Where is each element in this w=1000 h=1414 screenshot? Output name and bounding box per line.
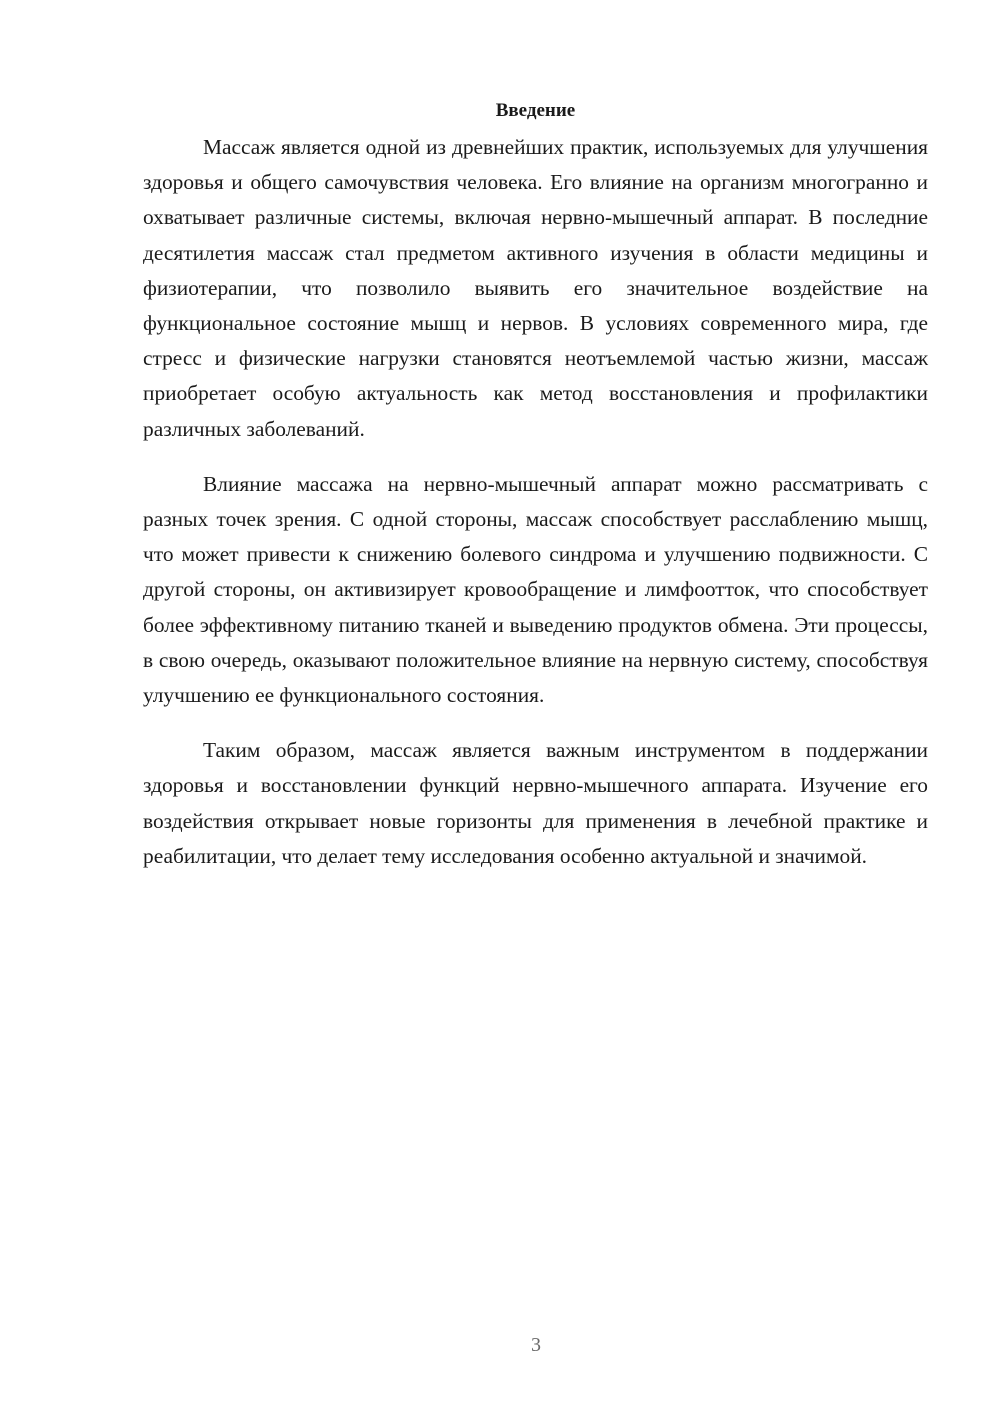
section-heading: Введение [495, 100, 576, 121]
paragraph-1: Массаж является одной из древнейших практик, используемых для улучшения здоровья и общего самочувствия человека. Его влияние на организм многогранно и охватывает различные системы, включая нервно-мышечный аппарат. В последние десятилетия массаж стал предметом активного изучения в области медицины и физиотерапии, что позволило выявить его значительное воздействие на функциональное состояние мышц и нервов. В условиях современного мира, где стресс и физические нагрузки становятся неотъемлемой частью жизни, массаж приобретает особую актуальность как метод восстановления и профилактики различных заболеваний. [143, 135, 928, 441]
paragraph-2: Влияние массажа на нервно-мышечный аппарат можно рассматривать с разных точек зрения. С одной стороны, массаж способствует расслаблению мышц, что может привести к снижению болевого синдрома и улучшению подвижности. С другой стороны, он активизирует кровообращение и лимфоотток, что способствует более эффективному питанию тканей и выведению продуктов обмена. Эти процессы, в свою очередь, оказывают положительное влияние на нервную систему, способствуя улучшению ее функционального состояния. [143, 471, 928, 708]
paragraph-3: Таким образом, массаж является важным инструментом в поддержании здоровья и восстановлении функций нервно-мышечного аппарата. Изучение его воздействия открывает новые горизонты для применения в лечебной практике и реабилитации, что делает тему исследования особенно актуальной и значимой. [143, 738, 928, 868]
page-content [143, 96, 928, 894]
page-number: 3 [531, 1334, 541, 1356]
